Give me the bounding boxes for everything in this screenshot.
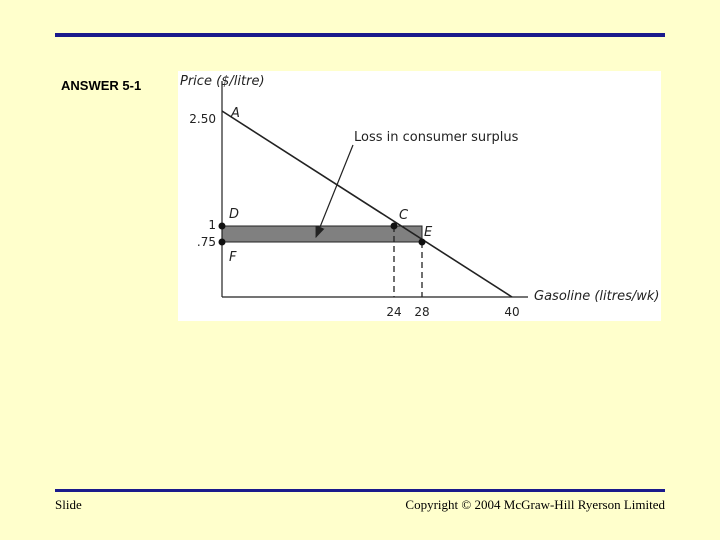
label-e: E	[424, 225, 433, 240]
y-tick-1: 1	[208, 218, 216, 232]
x-tick-24: 24	[386, 305, 402, 319]
diagram-svg	[178, 71, 661, 321]
point-d	[219, 223, 226, 230]
x-tick-28: 28	[414, 305, 430, 319]
x-axis-label: Gasoline (litres/wk)	[534, 289, 660, 304]
y-tick-0-75: .75	[196, 235, 216, 249]
label-d: D	[229, 207, 240, 222]
point-c	[391, 223, 398, 230]
footer-slide-label: Slide	[55, 497, 82, 512]
label-a: A	[231, 106, 240, 121]
footer-copyright: Copyright © 2004 McGraw-Hill Ryerson Limited	[405, 497, 665, 512]
slide-title: ANSWER 5-1	[61, 78, 142, 93]
annotation-label: Loss in consumer surplus	[354, 130, 519, 145]
top-rule	[55, 33, 665, 37]
point-f	[219, 239, 226, 246]
label-f: F	[229, 250, 237, 265]
consumer-surplus-diagram	[178, 71, 661, 321]
bottom-rule	[55, 489, 665, 492]
x-tick-40: 40	[504, 305, 520, 319]
y-axis-label: Price ($/litre)	[180, 74, 265, 89]
label-c: C	[399, 208, 409, 223]
y-tick-2-50: 2.50	[189, 112, 216, 126]
